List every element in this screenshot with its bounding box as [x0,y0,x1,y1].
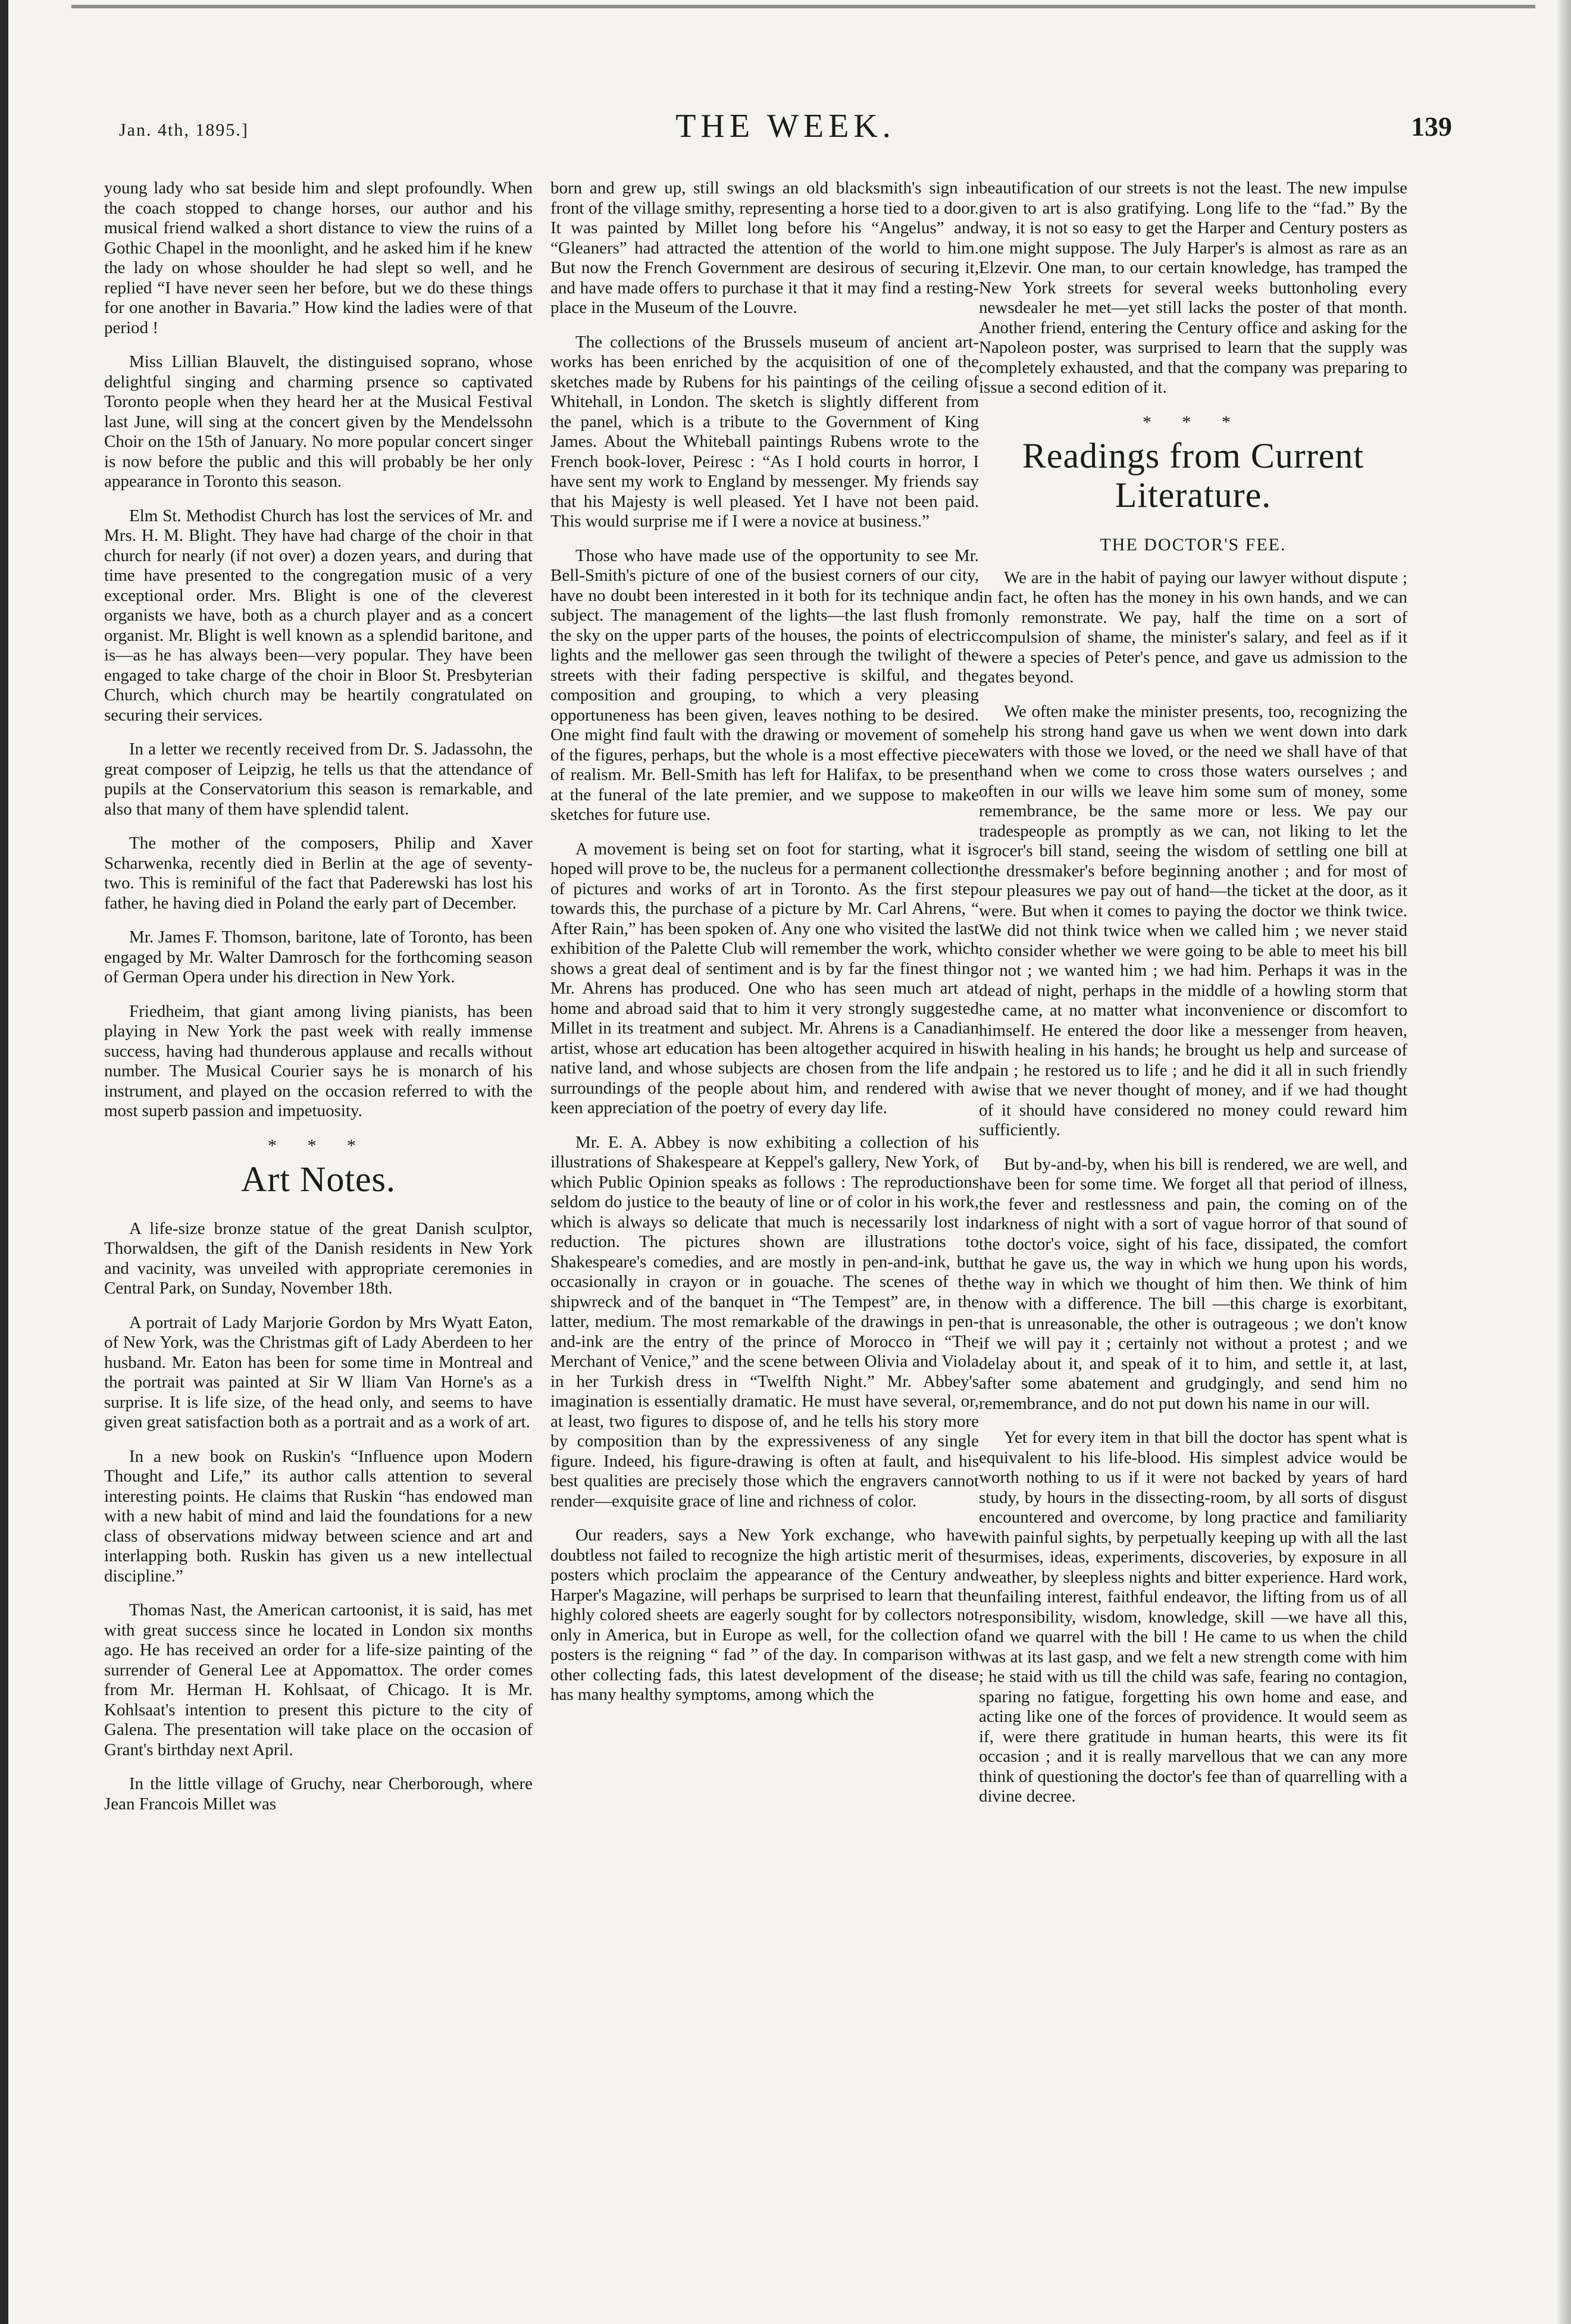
top-scan-rule [71,5,1535,8]
paragraph: Miss Lillian Blauvelt, the distinguised soprano, whose delightful singing and charming prsence so captivated Toronto people when they heard her at the Musical Festival last June, will sing at the concert given by the Mendelssohn Choir on the 15th of January. No more popular concert singer is now before the public and this will probably be her only appearance in Toronto this season. [104,352,533,491]
paragraph: A portrait of Lady Marjorie Gordon by Mrs Wyatt Eaton, of New York, was the Christmas gift of Lady Aberdeen to her husband. Mr. Eaton has been for some time in Montreal and the portrait was painted at Sir W lliam Van Horne's as a surprise. It is life size, of the head only, and seems to have given great satisfaction both as a portrait and as a work of art. [104,1313,533,1432]
paragraph: We often make the minister presents, too, recognizing the help his strong hand gave us when we went down into dark waters with those we loved, or the need we shall have of that hand when we come to cross those waters ourselves ; and often in our wills we leave him some sum of money, some remembrance, be the same more or less. We pay our tradespeople as promptly as we can, not liking to let the grocer's bill stand, seeing the wisdom of settling one bill at the dressmaker's before beginning another ; and for most of our pleasures we pay out of hand—the ticket at the door, as it were. But when it comes to paying the doctor we think twice. We did not think twice when we called him ; we never staid to consider whether we were going to be able to meet his bill or not ; we wanted him ; we had him. Perhaps it was in the dead of night, perhaps in the middle of a howling storm that he came, at no matter what inconvenience or discomfort to himself. He entered the door like a messenger from heaven, with healing in his hands; he brought us help and surcease of pain ; he restored us to life ; and he did it all in such friendly wise that we never thought of money, and if we had thought of it should have considered no money could reward him sufficiently. [979,701,1407,1139]
paragraph: A life-size bronze statue of the great Danish sculptor, Thorwaldsen, the gift of the Danish residents in New York and vacinity, was unveiled with appropriate ceremonies in Central Park, on Sunday, November 18th. [104,1219,533,1298]
paragraph: Yet for every item in that bill the doctor has spent what is equivalent to his life-blood. His simplest advice would be worth nothing to us if it were not backed by years of hard study, by hours in the dissecting-room, by all sorts of disgust encountered and overcome, by long practice and familiarity with painful sights, by perpetually keeping up with all the last surmises, ideas, experiments, discoveries, by exposure in all weather, by sleepless nights and bitter experience. Hard work, unfailing interest, faithful endeavor, the lifting from us of all responsibility, wisdom, knowledge, skill —we have all this, and we quarrel with the bill ! He came to us when the child was at its last gasp, and we felt a new strength come with him ; he staid with us till the child was safe, fearing no contagion, sparing no fatigue, forgetting his own home and ease, and acting like one of the forces of providence. It would seem as if, were there gratitude in human hearts, this were its fit occasion ; and it is really marvellous that we can any more think of questioning the doctor's fee than of quarrelling with a divine decree. [979,1428,1407,1806]
paragraph: Thomas Nast, the American cartoonist, it is said, has met with great success since he located in London six months ago. He has received an order for a life-size painting of the surrender of General Lee at Appomattox. The order comes from Mr. Herman H. Kohlsaat, of Chicago. It is Mr. Kohlsaat's intention to present this picture to the city of Galena. The presentation will take place on the occasion of Grant's birthday next April. [104,1601,533,1759]
paragraph: Friedheim, that giant among living pianists, has been playing in New York the past week with really immense success, having had thunderous applause and recalls without number. The Musical Courier says he is monarch of his instrument, and played on the occasion referred to with the most superb passion and impetuosity. [104,1001,533,1120]
page-header [119,107,1452,161]
paragraph: The collections of the Brussels museum of ancient art-works has been enriched by the acquisition of one of the sketches made by Rubens for his paintings of the ceiling of Whitehall, in London. The sketch is slightly different from the panel, which is a tribute to the Government of King James. About the Whiteball paintings Rubens wrote to the French book-lover, Peiresc : “As I hold courts in horror, I have sent my work to England by messenger. My friends say that his Majesty is well pleased. Yet I have not been paid. This would surprise me if I were a novice at business.” [550,332,979,531]
section-divider-stars: * * * [1143,412,1244,432]
paragraph: Mr. E. A. Abbey is now exhibiting a collection of his illustrations of Shakespeare at Keppel's gallery, New York, of which Public Opinion speaks as follows : The reproductions seldom do justice to the beauty of line or of color in his work, which is always so delicate that much is necessarily lost in reduction. The pictures shown are illustrations to Shakespeare's comedies, and are mostly in pen-and-ink, but occasionally in crayon or in gouache. The scenes of the shipwreck and of the banquet in “The Tempest” are, in the latter, medium. The most remarkable of the drawings in pen-and-ink are the entry of the prince of Morocco in “The Merchant of Venice,” and the scene between Olivia and Viola in her Turkish dress in “Twelfth Night.” Mr. Abbey's imagination is essentially dramatic. He must have several, or, at least, two figures to dispose of, and he tells his story more by composition than by the expressiveness of any single figure. Indeed, his figure-drawing is often at fault, and his best qualities are precisely those which the engravers cannot render—exquisite grace of line and richness of color. [550,1132,979,1511]
paragraph: Those who have made use of the opportunity to see Mr. Bell-Smith's picture of one of the busiest corners of our city, have no doubt been interested in it both for its technique and subject. The management of the lights—the last flush from the sky on the upper parts of the houses, the points of electric lights and the mellower gas seen through the twilight of the streets with their fading perspective is skilful, and the composition and grouping, to which a very pleasing opportuneness has been given, leaves nothing to be desired. One might find fault with the drawing or movement of some of the figures, perhaps, but the whole is a most effective piece of realism. Mr. Bell-Smith has left for Halifax, to be present at the funeral of the late premier, and we suppose to make sketches for future use. [550,546,979,824]
issue-date: Jan. 4th, 1895.] [119,120,249,140]
column-1 [104,178,533,1828]
paragraph: But by-and-by, when his bill is rendered, we are well, and have been for some time. We forget all that period of illness, the fever and restlessness and pain, the coming on of the darkness of night with a sort of vague horror of that sound of the doctor's voice, sight of his face, dissipated, the comfort that he gave us, the way in which we hung upon his words, the way in which we thought of him then. We think of him now with a difference. The bill —this charge is exorbitant, that is unreasonable, the other is outrageous ; we don't know if we will pay it ; certainly not without a protest ; and we delay about it, and speak of it to him, and settle it, at last, after some abatement and grudgingly, and send him no remembrance, and do not put down his name in our will. [979,1154,1407,1413]
paragraph: In a letter we recently received from Dr. S. Jadassohn, the great composer of Leipzig, he tells us that the attendance of pupils at the Conservatorium this season is remarkable, and also that many of them have splendid talent. [104,740,533,819]
right-scan-shadow [1556,0,1571,2324]
paragraph: We are in the habit of paying our lawyer without dispute ; in fact, he often has the money in his own hands, and we can only remonstrate. We pay, half the time on a sort of compulsion of shame, the minister's salary, and feel as if it were a species of Peter's pence, and gave us admission to the gates beyond. [979,568,1407,687]
paragraph: young lady who sat beside him and slept profoundly. When the coach stopped to change horses, our author and his musical friend walked a short distance to view the ruins of a Gothic Chapel in the moonlight, and he asked him if he knew the lady on whose shoulder he had slept so well, and he replied “I have never seen her before, but we do these things for one another in Bavaria.” How kind the ladies were of that period ! [104,178,533,337]
page-binding-edge [0,0,8,2324]
column-2 [550,178,979,1719]
section-divider-stars: * * * [268,1135,369,1155]
readings-heading: Readings from Current Literature. [1022,436,1365,515]
page-number: 139 [1411,111,1452,142]
paragraph: beautification of our streets is not the least. The new impulse given to art is also gratifying. Long life to the “fad.” By the way, it is not so easy to get the Harper and Century posters as one might suppose. The July Harper's is almost as rare as an Elzevir. One man, to our certain knowledge, has tramped the New York streets for several weeks buttonholing every newsdealer he met—yet still lacks the poster of that month. Another friend, entering the Century office and asking for the Napoleon poster, was surprised to learn that the supply was completely exhausted, and that the company was preparing to issue a second edition of it. [979,178,1407,397]
art-notes-heading: Art Notes. [241,1159,396,1199]
paragraph: The mother of the composers, Philip and Xaver Scharwenka, recently died in Berlin at the age of seventy-two. This is reminiful of the fact that Paderewski has lost his father, he having died in Poland the early part of December. [104,834,533,913]
paragraph: In the little village of Gruchy, near Cherborough, where Jean Francois Millet was [104,1774,533,1814]
publication-title: THE WEEK. [675,108,896,145]
paragraph: Elm St. Methodist Church has lost the services of Mr. and Mrs. H. M. Blight. They have had charge of the choir in that church for nearly (if not over) a dozen years, and during that time have presented to the congregation music of a very exceptional order. Mrs. Blight is one of the cleverest organists we have, both as a church player and as a concert organist. Mr. Blight is well known as a splendid baritone, and is—as he has always been—very popular. They have been engaged to take charge of the choir in Bloor St. Presbyterian Church, which church may be heartily congratulated on securing their services. [104,506,533,725]
paragraph: born and grew up, still swings an old blacksmith's sign in front of the village smithy, representing a horse tied to a door. It was painted by Millet long before his “Angelus” and “Gleaners” had attracted the attention of the world to him. But now the French Government are desirous of securing it, and have made offers to purchase it that it may find a resting-place in the Museum of the Louvre. [550,178,979,317]
paragraph: In a new book on Ruskin's “Influence upon Modern Thought and Life,” its author calls attention to several interesting points. He claims that Ruskin “has endowed man with a new habit of mind and laid the foundations for a new class of observations midway between science and art and interlapping both. Ruskin has given us a new intellectual discipline.” [104,1446,533,1586]
doctors-fee-heading: THE DOCTOR'S FEE. [1100,534,1287,555]
paragraph: Our readers, says a New York exchange, who have doubtless not failed to recognize the high artistic merit of the posters which proclaim the appearance of the Century and Harper's Magazine, will perhaps be surprised to learn that the highly colored sheets are eagerly sought for by collectors not only in America, but in Europe as well, for the collection of posters is the reigning “ fad ” of the day. In comparison with other collecting fads, this latest development of the disease has many healthy symptoms, among which the [550,1526,979,1704]
paragraph: A movement is being set on foot for starting, what it is hoped will prove to be, the nucleus for a permanent collection of pictures and works of art in Toronto. As the first step towards this, the purchase of a picture by Mr. Carl Ahrens, “ After Rain,” has been spoken of. Any one who visited the last exhibition of the Palette Club will remember the work, which shows a great deal of sentiment and is by far the finest thing Mr. Ahrens has produced. One who has seen much art at home and abroad said that to him it very strongly suggested Millet in its treatment and subject. Mr. Ahrens is a Canadian artist, whose art education has been altogether acquired in his native land, and whose subjects are chosen from the life and surroundings of the people about him, and rendered with a keen appreciation of the poetry of every day life. [550,839,979,1117]
paragraph: Mr. James F. Thomson, baritone, late of Toronto, has been engaged by Mr. Walter Damrosch for the forthcoming season of German Opera under his direction in New York. [104,928,533,986]
column-3 [979,178,1407,1821]
